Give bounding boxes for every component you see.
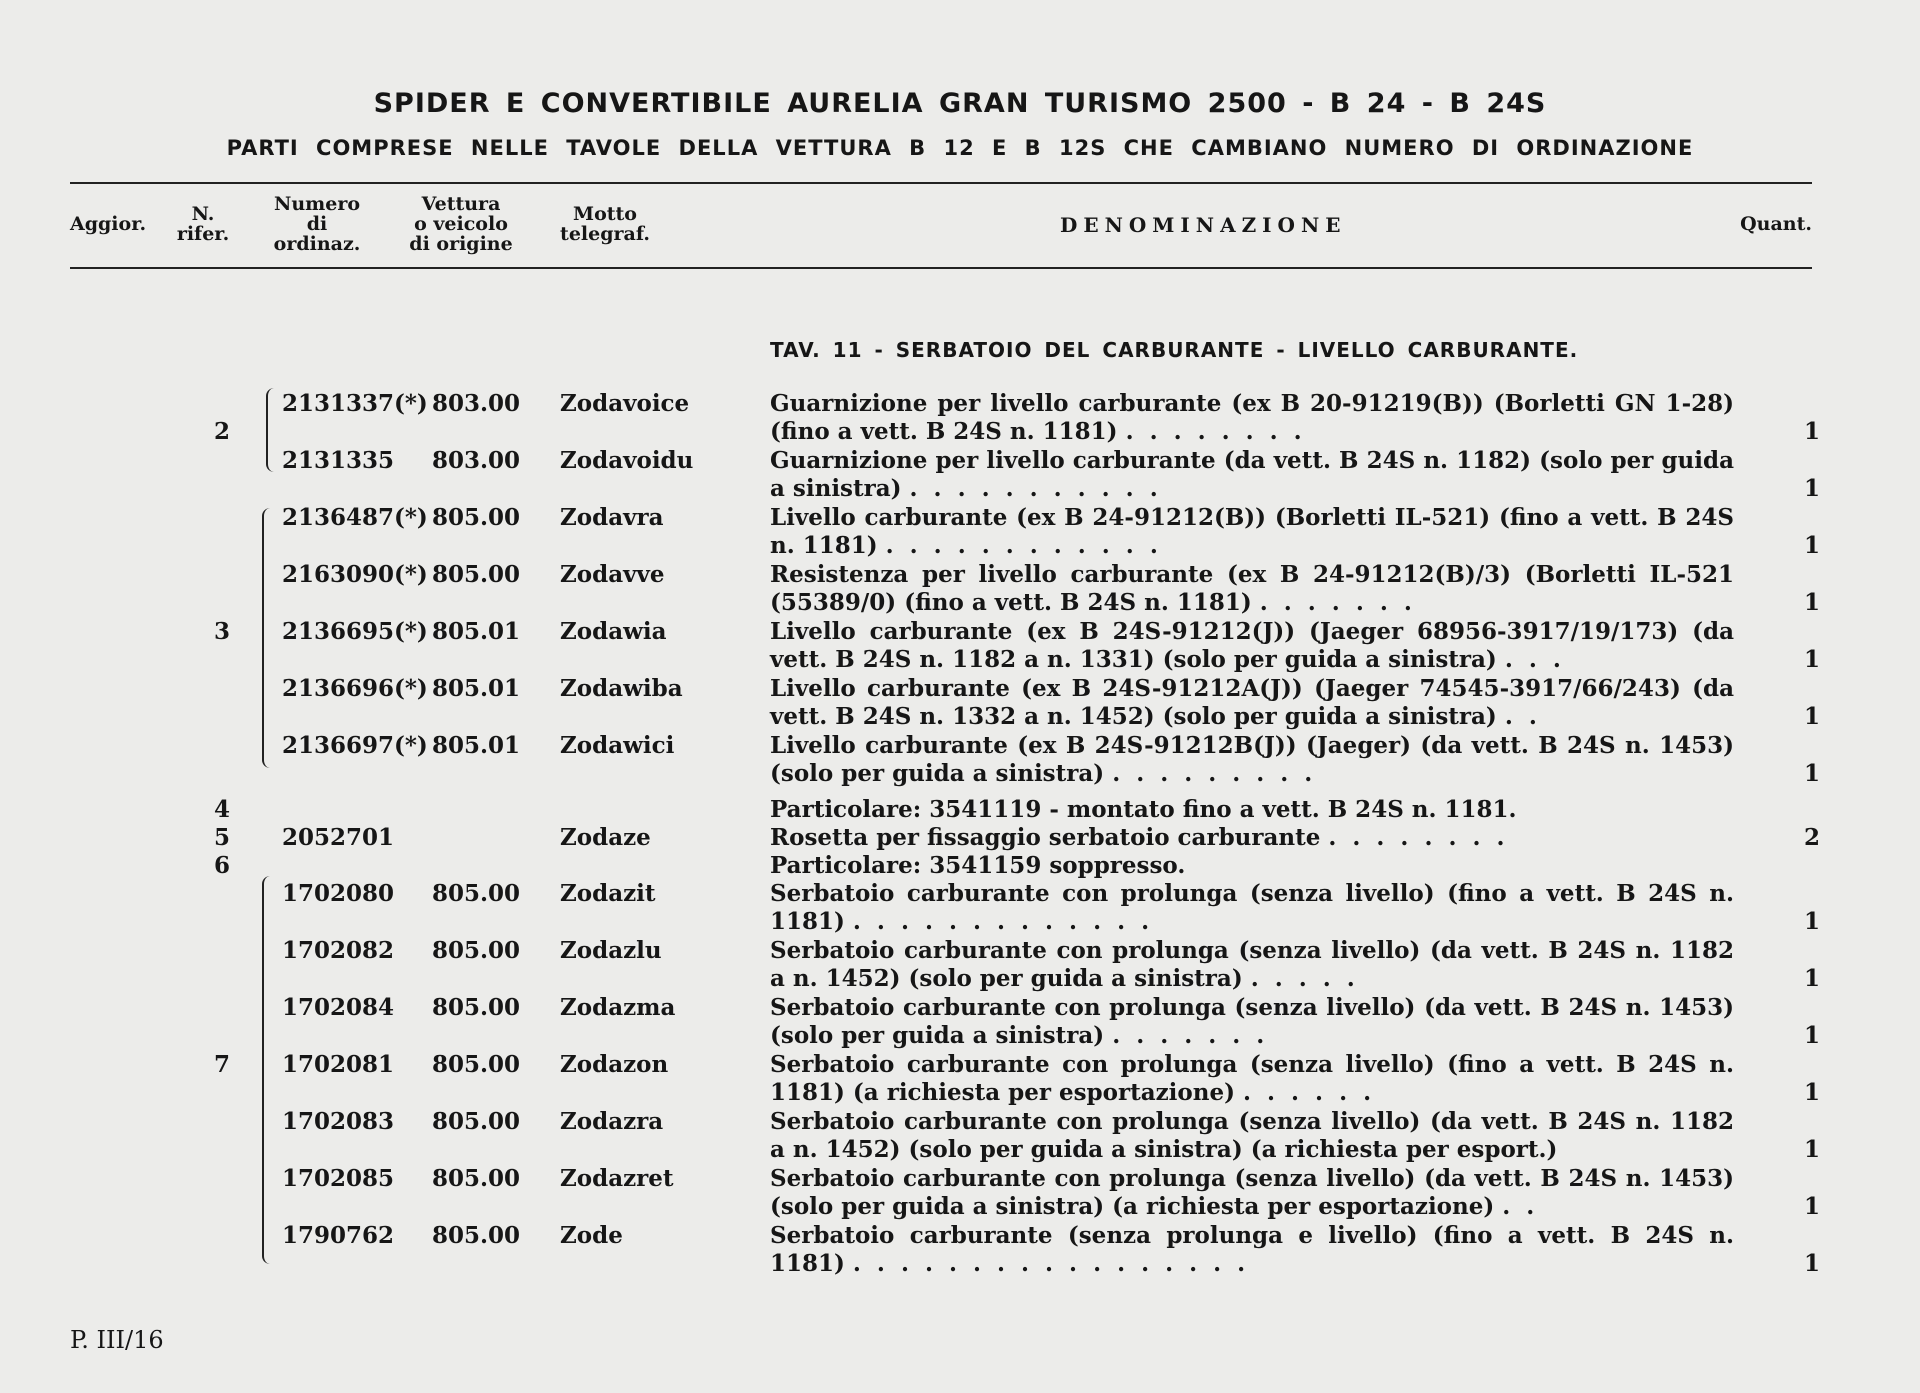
order-number: 2136697(*) <box>282 732 428 759</box>
dot-leader: . . . . . . . <box>1112 1022 1269 1049</box>
description <box>770 994 1734 1050</box>
section-title: TAV. 11 - SERBATOIO DEL CARBURANTE - LIVELLO CARBURANTE. <box>770 338 1579 362</box>
description-text: Livello carburante (ex B 24S-91212B(J)) (Jaeger) (da vett. B 24S n. 1453) (solo per guida a sinistra) <box>770 732 1734 787</box>
col-header-motto-line1: Motto <box>573 203 637 225</box>
description <box>770 1051 1734 1107</box>
table-row <box>0 504 1920 560</box>
table-row <box>0 937 1920 993</box>
dot-leader: . . . . . . . . <box>1328 824 1509 851</box>
col-header-quant <box>1722 214 1812 234</box>
col-header-rifer <box>176 204 230 244</box>
ref-number: 2 <box>213 418 230 445</box>
vehicle-origin: 805.00 <box>432 1222 521 1249</box>
telegraph-code: Zodazret <box>560 1165 674 1192</box>
description-text: Serbatoio carburante con prolunga (senza livello) (da vett. B 24S n. 1453) (solo per guida a sinistra) <box>770 994 1734 1049</box>
dot-leader: . . . . . . . . . . . . <box>885 532 1162 559</box>
table-row <box>0 880 1920 936</box>
ref-number: 3 <box>213 618 230 645</box>
quantity: 1 <box>1803 475 1820 502</box>
telegraph-code: Zodavoice <box>560 390 690 417</box>
table-row <box>0 796 1920 824</box>
header-bottom-rule <box>70 267 1812 269</box>
telegraph-code: Zodazlu <box>560 937 662 964</box>
vehicle-origin: 805.01 <box>432 618 521 645</box>
order-number: 2131335 <box>282 447 395 474</box>
ref-number: 7 <box>213 1051 230 1078</box>
quantity: 1 <box>1803 589 1820 616</box>
description-text: Serbatoio carburante con prolunga (senza livello) (fino a vett. B 24S n. 1181) (a richiesta per esportazione) <box>770 1051 1734 1106</box>
vehicle-origin: 805.01 <box>432 732 521 759</box>
order-number: 1790762 <box>282 1222 395 1249</box>
dot-leader: . . . . . . . . . . . . . <box>852 908 1154 935</box>
description <box>770 732 1734 788</box>
order-number: 1702081 <box>282 1051 395 1078</box>
description-text: Guarnizione per livello carburante (da vett. B 24S n. 1182) (solo per guida a sinistra) <box>770 447 1734 502</box>
description-text: Livello carburante (ex B 24S-91212(J)) (Jaeger 68956-3917/19/173) (da vett. B 24S n. 1182 a n. 1331) (solo per guida a sinistra) <box>770 618 1734 673</box>
table-row <box>0 994 1920 1050</box>
quantity: 1 <box>1803 646 1820 673</box>
telegraph-code: Zode <box>560 1222 623 1249</box>
page-number: P. III/16 <box>70 1326 164 1354</box>
dot-leader: . . . . . <box>1250 965 1359 992</box>
vehicle-origin: 805.00 <box>432 1051 521 1078</box>
dot-leader: . . . . . . . . . <box>1112 760 1317 787</box>
vehicle-origin: 805.00 <box>432 937 521 964</box>
order-number: 2136487(*) <box>282 504 428 531</box>
telegraph-code: Zodavve <box>560 561 665 588</box>
telegraph-code: Zodazra <box>560 1108 664 1135</box>
table-row <box>0 732 1920 788</box>
description: Serbatoio carburante con prolunga (senza livello) (da vett. B 24S n. 1182 a n. 1452) (solo per guida a sinistra) (a richiesta per esport.) <box>770 1108 1734 1163</box>
quantity: 1 <box>1803 908 1820 935</box>
description: Particolare: 3541159 soppresso. <box>770 852 1186 879</box>
order-number: 1702082 <box>282 937 395 964</box>
description-text: Resistenza per livello carburante (ex B 24-91212(B)/3) (Borletti IL-521 (55389/0) (fino a vett. B 24S n. 1181) <box>770 561 1734 616</box>
order-number: 1702084 <box>282 994 395 1021</box>
col-header-rifer-line2: rifer. <box>176 223 230 245</box>
description <box>770 1165 1734 1221</box>
col-header-vettura-line3: di origine <box>409 233 513 255</box>
description <box>770 447 1734 503</box>
vehicle-origin: 803.00 <box>432 390 521 417</box>
order-number: 1702080 <box>282 880 395 907</box>
quantity: 1 <box>1803 418 1820 445</box>
quantity: 1 <box>1803 703 1820 730</box>
description <box>770 937 1734 993</box>
quantity: 1 <box>1803 1250 1820 1277</box>
dot-leader: . . <box>1502 1193 1539 1220</box>
vehicle-origin: 805.00 <box>432 561 521 588</box>
order-number: 2052701 <box>282 824 395 851</box>
vehicle-origin: 805.00 <box>432 994 521 1021</box>
telegraph-code: Zodaze <box>560 824 651 851</box>
order-number: 2131337(*) <box>282 390 428 417</box>
col-header-vettura <box>396 194 526 254</box>
dot-leader: . . . <box>1504 646 1565 673</box>
vehicle-origin: 805.00 <box>432 1108 521 1135</box>
quantity: 1 <box>1803 1022 1820 1049</box>
description <box>770 675 1734 731</box>
vehicle-origin: 805.00 <box>432 504 521 531</box>
table-row <box>0 1165 1920 1221</box>
col-header-numero-line3: ordinaz. <box>273 233 361 255</box>
quantity: 1 <box>1803 965 1820 992</box>
table-row <box>0 1108 1920 1164</box>
table-row <box>0 675 1920 731</box>
order-number: 2136695(*) <box>282 618 428 645</box>
order-number: 2136696(*) <box>282 675 428 702</box>
vehicle-origin: 803.00 <box>432 447 521 474</box>
table-row <box>0 1051 1920 1107</box>
ref-number: 6 <box>213 852 230 879</box>
quantity: 1 <box>1803 1136 1820 1163</box>
col-header-motto <box>550 204 660 244</box>
table-row <box>0 618 1920 674</box>
telegraph-code: Zodazma <box>560 994 676 1021</box>
description: Particolare: 3541119 - montato fino a vett. B 24S n. 1181. <box>770 796 1517 823</box>
table-row <box>0 824 1920 852</box>
col-header-vettura-line2: o veicolo <box>414 213 508 235</box>
telegraph-code: Zodawiba <box>560 675 683 702</box>
description-text: Serbatoio carburante (senza prolunga e livello) (fino a vett. B 24S n. 1181) <box>770 1222 1734 1277</box>
telegraph-code: Zodawia <box>560 618 667 645</box>
col-header-vettura-line1: Vettura <box>421 193 501 215</box>
table-row <box>0 852 1920 880</box>
telegraph-code: Zodawici <box>560 732 675 759</box>
dot-leader: . . . . . . . . . . . . . . . . . <box>852 1250 1250 1277</box>
col-header-denominazione: DENOMINAZIONE <box>1060 213 1347 237</box>
description <box>770 1222 1734 1278</box>
description <box>770 880 1734 936</box>
telegraph-code: Zodazit <box>560 880 656 907</box>
dot-leader: . . . . . . . . <box>1125 418 1306 445</box>
dot-leader: . . . . . . <box>1243 1079 1376 1106</box>
vehicle-origin: 805.01 <box>432 675 521 702</box>
quantity: 2 <box>1803 824 1820 851</box>
quantity: 1 <box>1803 760 1820 787</box>
description-text: Livello carburante (ex B 24-91212(B)) (Borletti IL-521) (fino a vett. B 24S n. 1181) <box>770 504 1734 559</box>
telegraph-code: Zodazon <box>560 1051 669 1078</box>
dot-leader: . . . . . . . . . . . <box>909 475 1162 502</box>
quantity: 1 <box>1803 532 1820 559</box>
description-text: Livello carburante (ex B 24S-91212A(J)) (Jaeger 74545-3917/66/243) (da vett. B 24S n. 1332 a n. 1452) (solo per guida a sinistra) <box>770 675 1734 730</box>
order-number: 2163090(*) <box>282 561 428 588</box>
col-header-aggior-text: Aggior. <box>70 213 147 235</box>
dot-leader: . . . . . . . <box>1259 589 1416 616</box>
telegraph-code: Zodavoidu <box>560 447 694 474</box>
description-text: Guarnizione per livello carburante (ex B 20-91219(B)) (Borletti GN 1-28) (fino a vett. B 24S n. 1181) <box>770 390 1734 445</box>
order-number: 1702083 <box>282 1108 395 1135</box>
table-row <box>0 1222 1920 1278</box>
ref-number: 4 <box>213 796 230 823</box>
vehicle-origin: 805.00 <box>432 1165 521 1192</box>
col-header-motto-line2: telegraf. <box>560 223 650 245</box>
description-text: Rosetta per fissaggio serbatoio carburante <box>770 824 1321 851</box>
description-text: Serbatoio carburante con prolunga (senza livello) (da vett. B 24S n. 1182 a n. 1452) (solo per guida a sinistra) <box>770 937 1734 992</box>
description <box>770 504 1734 560</box>
col-header-numero <box>262 194 372 254</box>
col-header-quant-text: Quant. <box>1740 213 1812 235</box>
quantity: 1 <box>1803 1079 1820 1106</box>
table-row <box>0 447 1920 503</box>
description <box>770 824 1734 852</box>
description <box>770 618 1734 674</box>
order-number: 1702085 <box>282 1165 395 1192</box>
description-text: Serbatoio carburante con prolunga (senza livello) (da vett. B 24S n. 1453) (solo per guida a sinistra) (a richiesta per esportazione) <box>770 1165 1734 1220</box>
dot-leader: . . <box>1504 703 1541 730</box>
page-subtitle: PARTI COMPRESE NELLE TAVOLE DELLA VETTURA B 12 E B 12S CHE CAMBIANO NUMERO DI ORDINAZIONE <box>226 136 1694 160</box>
telegraph-code: Zodavra <box>560 504 664 531</box>
col-header-rifer-line1: N. <box>191 203 215 225</box>
quantity: 1 <box>1803 1193 1820 1220</box>
description-text: Serbatoio carburante con prolunga (senza livello) (fino a vett. B 24S n. 1181) <box>770 880 1734 935</box>
table-row <box>0 561 1920 617</box>
col-header-aggior <box>70 214 166 234</box>
col-header-numero-line2: di <box>306 213 328 235</box>
ref-number: 5 <box>213 824 230 851</box>
header-top-rule <box>70 182 1812 184</box>
description <box>770 561 1734 617</box>
vehicle-origin: 805.00 <box>432 880 521 907</box>
col-header-numero-line1: Numero <box>273 193 361 215</box>
page-title: SPIDER E CONVERTIBILE AURELIA GRAN TURISMO 2500 - B 24 - B 24S <box>373 88 1547 119</box>
table-row <box>0 418 1920 446</box>
